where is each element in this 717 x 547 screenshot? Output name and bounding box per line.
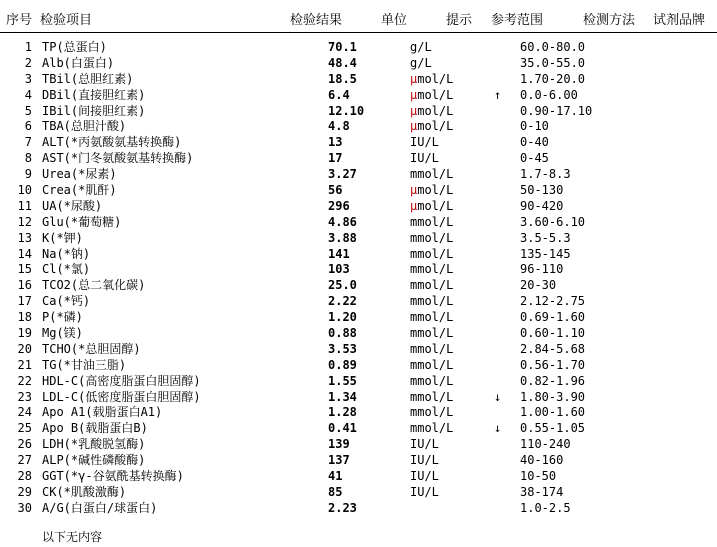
test-name: TP(总蛋白): [42, 40, 107, 54]
row-number: 26: [17, 437, 32, 452]
row-number: 15: [17, 262, 32, 277]
table-row: [0, 199, 717, 215]
reference-range: 0-40: [520, 135, 549, 150]
test-name: Crea(*肌酐): [42, 183, 117, 198]
table-row: [0, 358, 717, 374]
reference-range: 3.60-6.10: [520, 214, 586, 229]
test-name: Glu(*葡萄糖): [42, 214, 122, 229]
col-header-reagent: 试剂品牌: [653, 13, 706, 28]
test-name: TBil(总胆红素): [42, 71, 134, 86]
row-number: 4: [24, 87, 32, 102]
row-number: 24: [17, 405, 32, 420]
test-result: 0.88: [328, 326, 357, 341]
row-number: 13: [17, 230, 32, 245]
test-name: Cl(*氯): [42, 262, 91, 277]
col-header-result: 检验结果: [290, 13, 343, 28]
test-unit: mmol/L: [410, 389, 454, 404]
reference-range: 1.0-2.5: [520, 500, 571, 515]
test-unit: mmol/L: [410, 326, 454, 341]
test-unit: mmol/L: [410, 230, 454, 245]
row-number: 5: [24, 103, 32, 118]
test-result: 4.8: [328, 119, 350, 134]
test-name: AST(*门冬氨酸氨基转换酶): [42, 151, 194, 166]
test-result: 3.27: [328, 167, 357, 182]
test-result: 103: [328, 262, 350, 277]
reference-range: 1.7-8.3: [520, 167, 571, 182]
end-note: 以下无内容: [42, 530, 103, 544]
test-name: Alb(白蛋白): [42, 55, 115, 70]
col-header-flag: 提示: [446, 13, 473, 28]
row-number: 10: [17, 183, 32, 198]
test-name: LDL-C(低密度脂蛋白胆固醇): [42, 389, 201, 404]
test-name: CK(*肌酸激酶): [42, 484, 127, 499]
reference-range: 110-240: [520, 437, 571, 452]
row-number: 16: [17, 278, 32, 293]
test-result: 137: [328, 453, 350, 468]
test-result: 6.4: [328, 87, 350, 102]
test-result: 48.4: [328, 55, 357, 70]
table-row: [0, 72, 717, 88]
test-unit: μmol/L: [410, 198, 454, 213]
test-result: 0.89: [328, 357, 357, 372]
col-header-unit: 单位: [381, 13, 408, 28]
row-number: 9: [24, 167, 32, 182]
test-name: Urea(*尿素): [42, 167, 117, 182]
test-result: 2.22: [328, 294, 357, 309]
row-number: 29: [17, 484, 32, 499]
test-result: 18.5: [328, 71, 357, 86]
reference-range: 50-130: [520, 183, 564, 198]
test-unit: mmol/L: [410, 246, 454, 261]
test-result: 12.10: [328, 103, 365, 118]
row-number: 25: [17, 421, 32, 436]
table-row: [0, 167, 717, 183]
reference-range: 1.70-20.0: [520, 71, 586, 86]
test-unit: IU/L: [410, 437, 439, 452]
table-row: [0, 437, 717, 453]
test-result: 70.1: [328, 40, 357, 54]
table-row: [0, 294, 717, 310]
reference-range: 35.0-55.0: [520, 55, 586, 70]
test-unit: mmol/L: [410, 294, 454, 309]
test-name: K(*钾): [42, 230, 83, 245]
row-number: 6: [24, 119, 32, 134]
reference-range: 3.5-5.3: [520, 230, 571, 245]
test-result: 141: [328, 246, 350, 261]
test-name: DBil(直接胆红素): [42, 87, 146, 102]
reference-range: 1.00-1.60: [520, 405, 586, 420]
table-row: [0, 501, 717, 517]
row-number: 23: [17, 389, 32, 404]
test-name: UA(*尿酸): [42, 198, 103, 213]
test-name: Mg(镁): [42, 326, 83, 341]
test-result: 139: [328, 437, 350, 452]
reference-range: 0.82-1.96: [520, 373, 586, 388]
col-header-reference: 参考范围: [491, 13, 544, 28]
row-number: 7: [24, 135, 32, 150]
test-name: Ca(*钙): [42, 294, 91, 309]
test-unit: IU/L: [410, 135, 439, 150]
test-unit: mmol/L: [410, 278, 454, 293]
test-unit: μmol/L: [410, 71, 454, 86]
test-name: TCO2(总二氧化碳): [42, 278, 146, 293]
test-name: IBil(间接胆红素): [42, 103, 146, 118]
test-name: LDH(*乳酸脱氢酶): [42, 437, 146, 452]
table-row: [0, 104, 717, 120]
result-flag: ↓: [494, 389, 502, 404]
test-result: 56: [328, 183, 343, 198]
row-number: 3: [24, 71, 32, 86]
reference-range: 0-10: [520, 119, 549, 134]
reference-range: 60.0-80.0: [520, 40, 586, 54]
test-name: TG(*甘油三脂): [42, 357, 127, 372]
test-result: 296: [328, 198, 350, 213]
test-unit: μmol/L: [410, 87, 454, 102]
row-number: 28: [17, 469, 32, 484]
table-row: [0, 405, 717, 421]
col-header-item: 检验项目: [40, 13, 93, 28]
test-name: ALT(*丙氨酸氨基转换酶): [42, 135, 182, 150]
table-row: [0, 485, 717, 501]
row-number: 21: [17, 357, 32, 372]
table-row: [0, 326, 717, 342]
reference-range: 0.90-17.10: [520, 103, 593, 118]
row-number: 17: [17, 294, 32, 309]
test-result: 41: [328, 469, 343, 484]
table-row: [0, 310, 717, 326]
test-unit: IU/L: [410, 469, 439, 484]
table-row: [0, 88, 717, 104]
table-row: [0, 183, 717, 199]
test-name: GGT(*γ-谷氨酰基转换酶): [42, 469, 184, 484]
table-row: [0, 342, 717, 358]
reference-range: 0.69-1.60: [520, 310, 586, 325]
test-unit: μmol/L: [410, 103, 454, 118]
test-unit: IU/L: [410, 484, 439, 499]
reference-range: 10-50: [520, 469, 557, 484]
reference-range: 40-160: [520, 453, 564, 468]
table-row: [0, 119, 717, 135]
test-result: 1.55: [328, 373, 357, 388]
col-header-method: 检测方法: [583, 13, 636, 28]
test-name: TBA(总胆汁酸): [42, 119, 127, 134]
test-result: 1.20: [328, 310, 357, 325]
table-row: [0, 231, 717, 247]
test-result: 17: [328, 151, 343, 166]
table-row: [0, 374, 717, 390]
test-unit: IU/L: [410, 453, 439, 468]
row-number: 18: [17, 310, 32, 325]
test-unit: g/L: [410, 55, 432, 70]
test-name: Apo B(载脂蛋白B): [42, 421, 148, 436]
reference-range: 96-110: [520, 262, 564, 277]
test-result: 85: [328, 484, 343, 499]
result-table: [0, 40, 717, 517]
reference-range: 0.56-1.70: [520, 357, 586, 372]
reference-range: 135-145: [520, 246, 571, 261]
reference-range: 1.80-3.90: [520, 389, 586, 404]
test-unit: mmol/L: [410, 421, 454, 436]
test-result: 3.88: [328, 230, 357, 245]
reference-range: 0.60-1.10: [520, 326, 586, 341]
reference-range: 2.12-2.75: [520, 294, 586, 309]
table-row: [0, 278, 717, 294]
reference-range: 0-45: [520, 151, 549, 166]
test-result: 0.41: [328, 421, 357, 436]
test-name: Na(*钠): [42, 246, 91, 261]
test-result: 13: [328, 135, 343, 150]
test-unit: mmol/L: [410, 357, 454, 372]
report-header: [0, 0, 717, 30]
col-header-no: 序号: [6, 13, 33, 28]
row-number: 14: [17, 246, 32, 261]
test-name: P(*磷): [42, 310, 83, 325]
row-number: 22: [17, 373, 32, 388]
row-number: 30: [17, 500, 32, 515]
test-name: ALP(*碱性磷酸酶): [42, 453, 146, 468]
table-row: [0, 262, 717, 278]
result-flag: ↑: [494, 87, 502, 102]
table-row: [0, 135, 717, 151]
header-divider: [0, 32, 717, 33]
test-name: TCHO(*总胆固醇): [42, 341, 141, 356]
table-row: [0, 453, 717, 469]
test-result: 1.28: [328, 405, 357, 420]
row-number: 19: [17, 326, 32, 341]
table-row: [0, 247, 717, 263]
row-number: 20: [17, 341, 32, 356]
test-unit: mmol/L: [410, 262, 454, 277]
test-name: A/G(白蛋白/球蛋白): [42, 500, 158, 515]
reference-range: 2.84-5.68: [520, 341, 586, 356]
test-unit: mmol/L: [410, 405, 454, 420]
test-unit: mmol/L: [410, 214, 454, 229]
test-unit: IU/L: [410, 151, 439, 166]
test-unit: mmol/L: [410, 341, 454, 356]
reference-range: 0.0-6.00: [520, 87, 578, 102]
row-number: 12: [17, 214, 32, 229]
result-flag: ↓: [494, 421, 502, 436]
test-result: 2.23: [328, 500, 357, 515]
test-name: HDL-C(高密度脂蛋白胆固醇): [42, 373, 201, 388]
reference-range: 90-420: [520, 198, 564, 213]
table-row: [0, 469, 717, 485]
row-number: 1: [24, 40, 32, 54]
row-number: 27: [17, 453, 32, 468]
test-result: 25.0: [328, 278, 357, 293]
table-row: [0, 40, 717, 56]
test-unit: mmol/L: [410, 167, 454, 182]
test-unit: μmol/L: [410, 183, 454, 198]
table-row: [0, 390, 717, 406]
test-unit: mmol/L: [410, 373, 454, 388]
test-unit: g/L: [410, 40, 432, 54]
test-name: Apo A1(载脂蛋白A1): [42, 405, 163, 420]
reference-range: 38-174: [520, 484, 564, 499]
test-unit: mmol/L: [410, 310, 454, 325]
reference-range: 20-30: [520, 278, 557, 293]
test-result: 4.86: [328, 214, 357, 229]
table-row: [0, 215, 717, 231]
table-row: [0, 421, 717, 437]
row-number: 8: [24, 151, 32, 166]
row-number: 11: [17, 198, 32, 213]
table-row: [0, 56, 717, 72]
test-result: 3.53: [328, 341, 357, 356]
test-unit: μmol/L: [410, 119, 454, 134]
row-number: 2: [24, 55, 32, 70]
reference-range: 0.55-1.05: [520, 421, 586, 436]
table-row: [0, 151, 717, 167]
test-result: 1.34: [328, 389, 357, 404]
